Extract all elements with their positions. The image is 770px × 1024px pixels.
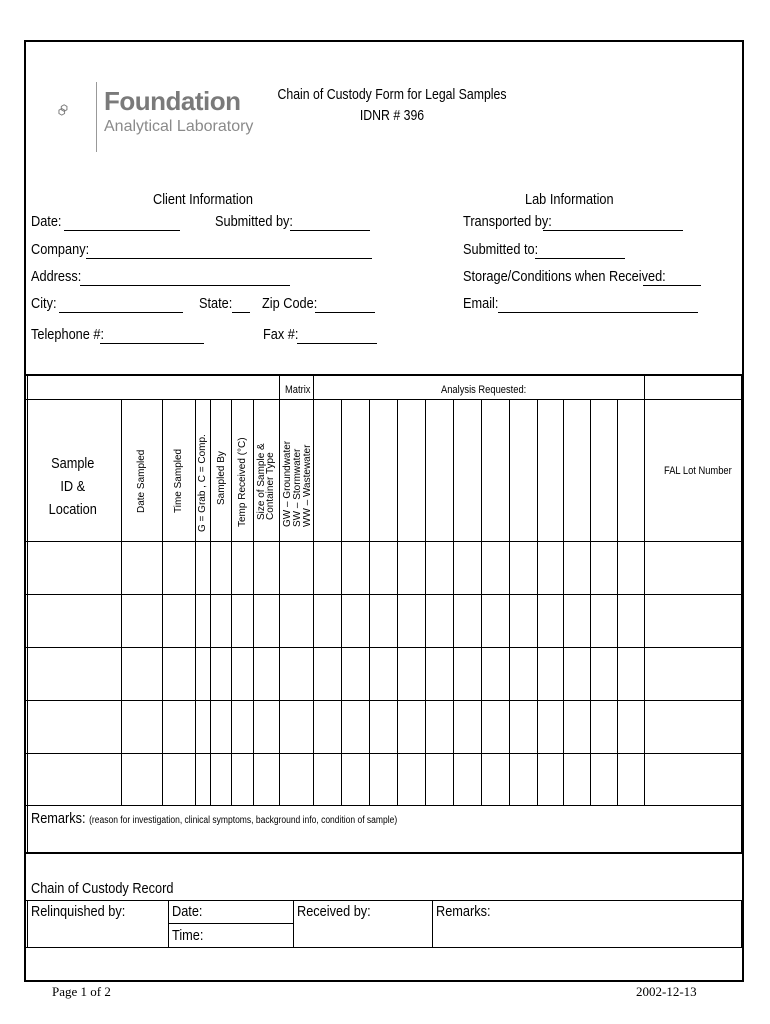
received-by-label: Received by:: [297, 903, 371, 920]
logo-divider: [96, 82, 97, 152]
analysis-col-divider: [509, 400, 510, 806]
col-divider: [121, 400, 122, 806]
custody-time-label: Time:: [172, 927, 204, 944]
col-divider: [313, 375, 314, 806]
page-number: Page 1 of 2: [52, 984, 111, 999]
submitted-by-field[interactable]: [290, 230, 370, 231]
custody-bottom-border: [25, 947, 743, 948]
analysis-col-divider: [563, 400, 564, 806]
custody-date-divider: [168, 923, 293, 924]
email-label: Email:: [463, 295, 499, 312]
table-row-divider: [25, 594, 743, 595]
analysis-col-divider: [341, 400, 342, 806]
col-divider: [195, 400, 196, 806]
revision-date: 2002-12-13: [636, 984, 697, 999]
table-row-divider: [25, 647, 743, 648]
remarks-title: Remarks:: [31, 810, 86, 827]
transported-by-label: Transported by:: [463, 213, 552, 230]
storage-field[interactable]: [643, 285, 701, 286]
custody-col-divider: [27, 900, 28, 948]
foundation-logo-icon: [58, 88, 98, 138]
analysis-col-divider: [590, 400, 591, 806]
table-left-border: [27, 375, 28, 853]
custody-col-divider: [741, 900, 742, 948]
custody-remarks-label: Remarks:: [436, 903, 491, 920]
stormwater-header: SW – Stormwater: [292, 448, 303, 527]
analysis-col-divider: [617, 400, 618, 806]
remarks-bottom-border: [25, 852, 743, 854]
custody-col-divider: [293, 900, 294, 948]
sampled-by-header: Sampled By: [216, 451, 227, 505]
table-top-border: [25, 374, 743, 376]
analysis-col-divider: [425, 400, 426, 806]
analysis-col-divider: [397, 400, 398, 806]
city-field[interactable]: [59, 312, 183, 313]
date-label: Date:: [31, 213, 62, 230]
table-row-divider: [25, 805, 743, 806]
zip-field[interactable]: [315, 312, 375, 313]
wastewater-header: WW – Wastewater: [302, 444, 313, 527]
fax-field[interactable]: [297, 343, 377, 344]
col-divider: [162, 400, 163, 806]
idnr-number: IDNR # 396: [359, 107, 425, 124]
custody-date-label: Date:: [172, 903, 203, 920]
remarks-hint: (reason for investigation, clinical symptoms, background info, condition of sample): [89, 815, 398, 826]
analysis-col-divider: [537, 400, 538, 806]
analysis-col-divider: [453, 400, 454, 806]
form-border: [24, 40, 744, 982]
state-label: State:: [199, 295, 233, 312]
table-header-divider: [25, 399, 743, 400]
matrix-header: Matrix: [285, 384, 311, 396]
telephone-field[interactable]: [100, 343, 204, 344]
analysis-header: Analysis Requested:: [441, 384, 527, 396]
table-right-border: [741, 375, 742, 853]
table-row-divider: [25, 541, 743, 542]
table-row-divider: [25, 700, 743, 701]
analysis-col-divider: [369, 400, 370, 806]
transported-by-field[interactable]: [543, 230, 683, 231]
custody-heading: Chain of Custody Record: [31, 880, 174, 897]
zip-label: Zip Code:: [262, 295, 318, 312]
address-field[interactable]: [80, 285, 290, 286]
submitted-by-label: Submitted by:: [215, 213, 293, 230]
form-title: Chain of Custody Form for Legal Samples: [277, 86, 507, 103]
client-info-heading: Client Information: [153, 191, 253, 208]
col-divider: [253, 400, 254, 806]
analysis-col-divider: [481, 400, 482, 806]
date-field[interactable]: [64, 230, 180, 231]
sample-id-header: Sample ID & Location: [48, 455, 97, 518]
company-field[interactable]: [86, 258, 372, 259]
fal-lot-header: FAL Lot Number: [664, 465, 732, 477]
grab-comp-header: G = Grab , C = Comp.: [197, 434, 208, 532]
container-type-header: Container Type: [265, 452, 276, 520]
company-label: Company:: [31, 241, 90, 258]
col-divider: [279, 400, 280, 806]
col-divider: [279, 375, 280, 400]
groundwater-header: GW – Groundwater: [282, 440, 293, 527]
lab-info-heading: Lab Information: [525, 191, 614, 208]
date-sampled-header: Date Sampled: [136, 449, 147, 513]
col-divider: [231, 400, 232, 806]
logo-subtitle: Analytical Laboratory: [104, 118, 254, 135]
temp-received-header: Temp Received (°C): [237, 437, 248, 527]
size-of-sample-header: Size of Sample &: [256, 443, 267, 520]
submitted-to-label: Submitted to:: [463, 241, 539, 258]
storage-label: Storage/Conditions when Received:: [463, 268, 666, 285]
table-row-divider: [25, 753, 743, 754]
time-sampled-header: Time Sampled: [173, 448, 184, 513]
custody-top-border: [25, 900, 743, 901]
city-label: City:: [31, 295, 57, 312]
email-field[interactable]: [498, 312, 698, 313]
submitted-to-field[interactable]: [535, 258, 625, 259]
state-field[interactable]: [232, 312, 250, 313]
telephone-label: Telephone #:: [31, 326, 105, 343]
fax-label: Fax #:: [263, 326, 299, 343]
custody-col-divider: [168, 900, 169, 948]
custody-col-divider: [432, 900, 433, 948]
col-divider: [644, 375, 645, 806]
logo-name: Foundation: [104, 86, 241, 116]
address-label: Address:: [31, 268, 82, 285]
remarks-label: [31, 810, 397, 827]
relinquished-label: Relinquished by:: [31, 903, 126, 920]
col-divider: [210, 400, 211, 806]
